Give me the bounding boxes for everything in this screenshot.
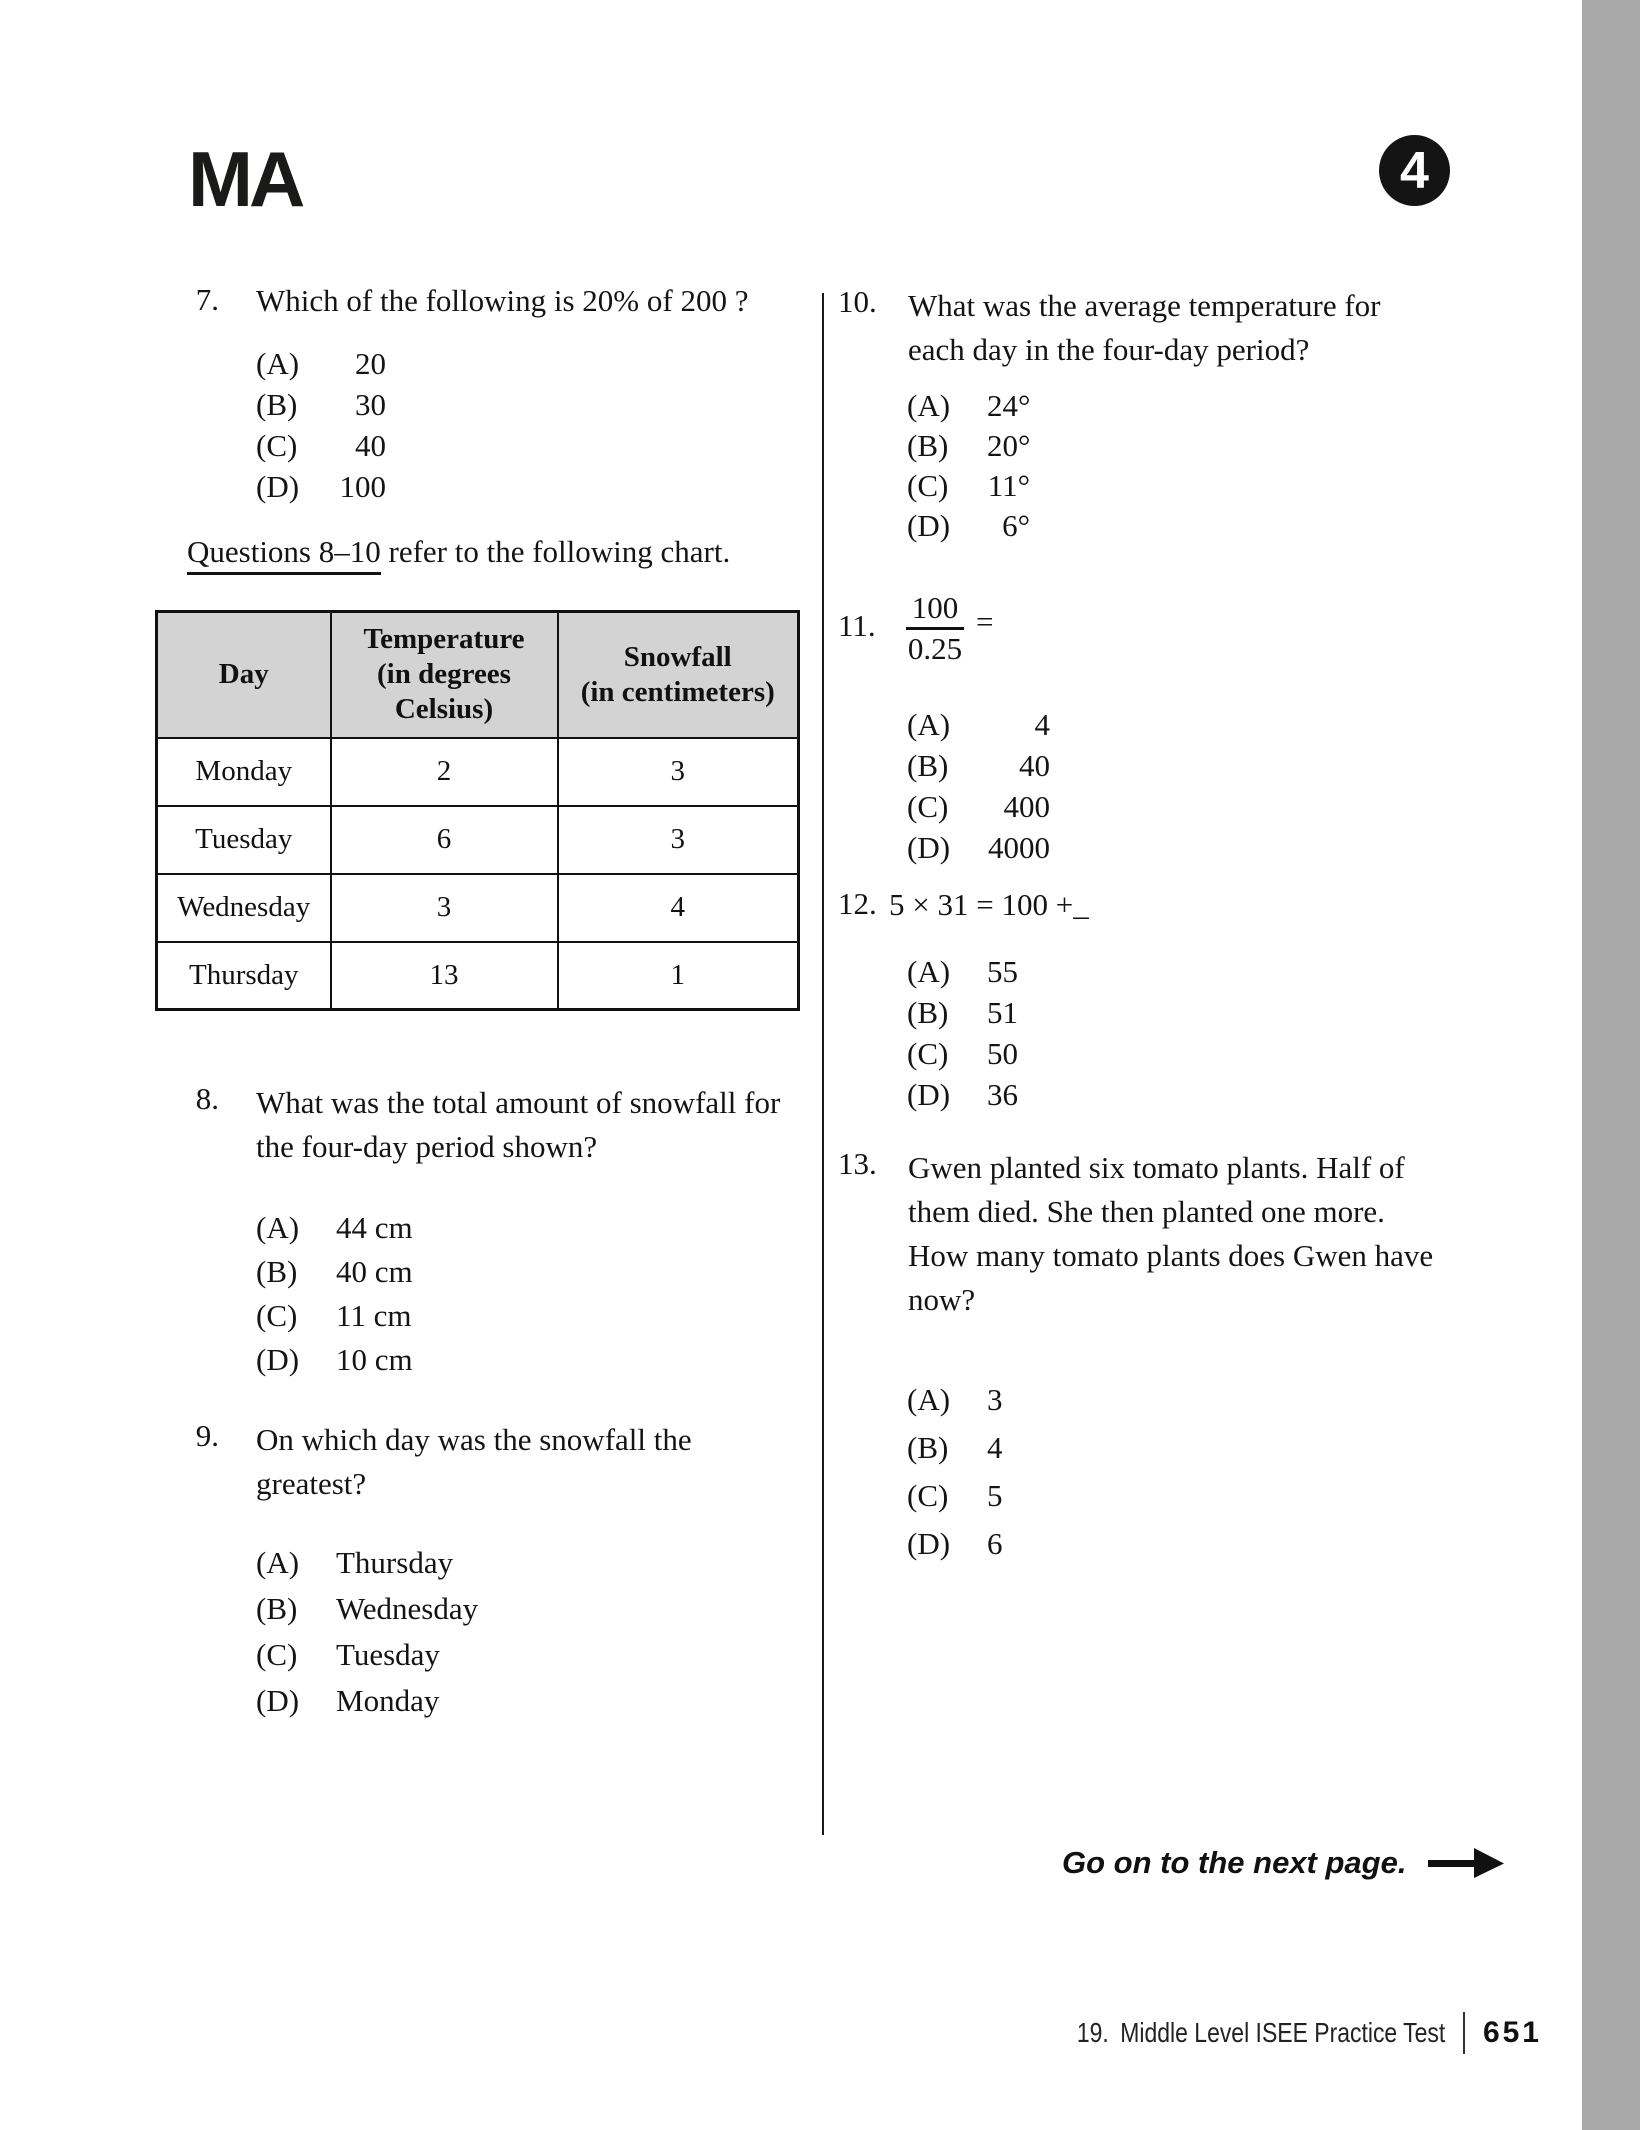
option-row <box>256 1586 478 1632</box>
fraction-bar <box>906 627 964 630</box>
fraction-numerator: 100 <box>911 590 959 625</box>
table-header-snowfall <box>558 612 799 738</box>
option-value: 100 <box>339 469 386 504</box>
footer-chapter-number: 19. <box>1076 2017 1109 2048</box>
option-letter: (A) <box>907 707 951 742</box>
question-13-text-line: now? <box>908 1282 976 1317</box>
option-row <box>907 1376 1003 1424</box>
question-12-text-line: 5 × 31 = 100 +_ <box>889 887 1089 922</box>
option-row <box>256 343 386 384</box>
page-edge-gray-bar <box>1582 0 1640 2130</box>
option-row <box>256 1294 413 1338</box>
question-10-number: 10. <box>838 284 877 319</box>
option-row <box>907 426 1030 466</box>
question-9-text-line: greatest? <box>256 1466 367 1501</box>
header-line: Temperature <box>363 623 525 656</box>
question-13-text <box>908 1146 1433 1322</box>
question-13-text-line: them died. She then planted one more. <box>908 1194 1385 1229</box>
column-divider <box>822 293 824 1835</box>
question-9-number: 9. <box>195 1418 219 1453</box>
option-letter: (C) <box>907 1478 949 1513</box>
option-letter: (C) <box>256 1637 298 1672</box>
option-row <box>907 1424 1003 1472</box>
go-on-text: Go on to the next page. <box>1062 1845 1407 1880</box>
option-row <box>907 1520 1003 1568</box>
table-header-row <box>157 612 799 738</box>
option-letter: (D) <box>907 1077 951 1112</box>
option-letter: (B) <box>907 748 949 783</box>
fraction <box>906 592 964 665</box>
option-value: 36 <box>987 1077 1018 1112</box>
option-row <box>907 827 1050 868</box>
option-value: 11 cm <box>336 1298 412 1333</box>
question-8-text <box>256 1081 780 1169</box>
option-value: 44 cm <box>336 1210 413 1245</box>
option-letter: (C) <box>907 789 949 824</box>
option-value: 6° <box>1002 508 1030 543</box>
option-value: 6 <box>987 1526 1003 1561</box>
option-value: 11° <box>987 468 1030 503</box>
option-row <box>256 1678 478 1724</box>
option-letter: (A) <box>256 1210 300 1245</box>
option-letter: (C) <box>256 1298 298 1333</box>
option-row <box>907 992 1018 1033</box>
question-11-number: 11. <box>838 608 876 643</box>
option-row <box>907 704 1050 745</box>
question-12-number: 12. <box>838 886 877 921</box>
option-row <box>256 384 386 425</box>
option-row <box>907 466 1030 506</box>
option-row <box>256 1206 413 1250</box>
option-row <box>256 1632 478 1678</box>
option-letter: (B) <box>256 387 298 422</box>
question-13-options <box>907 1376 1003 1568</box>
option-value: 3 <box>987 1382 1003 1417</box>
header-line: (in centimeters) <box>580 675 775 708</box>
question-7-text-line: Which of the following is 20% of 200 ? <box>256 283 749 318</box>
question-10-options <box>907 386 1030 546</box>
question-12-text <box>889 886 1089 924</box>
option-value: 40 <box>355 428 386 463</box>
option-row <box>907 786 1050 827</box>
data-table <box>155 610 800 1011</box>
table-cell-snow: 1 <box>558 942 799 1010</box>
footer <box>0 2012 1542 2054</box>
table-cell-day: Thursday <box>157 942 331 1010</box>
option-letter: (D) <box>907 830 951 865</box>
table-row <box>157 806 799 874</box>
question-12-options <box>907 951 1018 1115</box>
option-row <box>907 1074 1018 1115</box>
question-8-number: 8. <box>195 1081 219 1116</box>
option-letter: (D) <box>256 1683 300 1718</box>
option-value: 10 cm <box>336 1342 413 1377</box>
chart-reference-note <box>187 534 730 575</box>
option-value: 51 <box>987 995 1018 1030</box>
option-value: 5 <box>987 1478 1003 1513</box>
option-value: 24° <box>987 388 1031 423</box>
option-value: 20° <box>987 428 1031 463</box>
question-13-text-line: How many tomato plants does Gwen have <box>908 1238 1434 1273</box>
option-letter: (A) <box>907 1382 951 1417</box>
option-value: Thursday <box>336 1545 454 1580</box>
question-11-options <box>907 704 1050 868</box>
table-cell-snow: 3 <box>558 806 799 874</box>
question-7-options <box>256 343 386 507</box>
table-row <box>157 874 799 942</box>
option-letter: (C) <box>907 1036 949 1071</box>
question-10-text-line: each day in the four-day period? <box>908 332 1310 367</box>
option-letter: (A) <box>256 346 300 381</box>
option-value: 50 <box>987 1036 1018 1071</box>
footer-credit-title: Middle Level ISEE Practice Test <box>1119 2017 1445 2048</box>
table-header-temperature <box>331 612 558 738</box>
option-letter: (B) <box>256 1254 298 1289</box>
option-letter: (A) <box>907 388 951 423</box>
question-8-text-line: What was the total amount of snowfall for <box>256 1085 781 1120</box>
table-cell-day: Monday <box>157 738 331 806</box>
table-cell-temp: 2 <box>331 738 558 806</box>
table-cell-snow: 3 <box>558 738 799 806</box>
option-letter: (D) <box>907 508 951 543</box>
go-on-instruction <box>1062 1845 1504 1881</box>
option-value: 20 <box>355 346 386 381</box>
option-value: 4 <box>987 1430 1003 1465</box>
option-value: 40 cm <box>336 1254 413 1289</box>
option-letter: (B) <box>907 1430 949 1465</box>
question-7-number: 7. <box>195 282 219 317</box>
fraction-denominator: 0.25 <box>907 631 963 666</box>
option-row <box>907 951 1018 992</box>
option-letter: (D) <box>907 1526 951 1561</box>
next-page-arrow-icon <box>1428 1848 1504 1878</box>
question-7-text <box>256 282 748 320</box>
question-13-number: 13. <box>838 1146 877 1181</box>
question-10-text-line: What was the average temperature for <box>908 288 1381 323</box>
option-row <box>256 466 386 507</box>
table-cell-temp: 3 <box>331 874 558 942</box>
table-row <box>157 942 799 1010</box>
table-cell-temp: 6 <box>331 806 558 874</box>
section-number-badge <box>1379 135 1450 206</box>
option-value: 30 <box>355 387 386 422</box>
table-cell-temp: 13 <box>331 942 558 1010</box>
option-row <box>907 745 1050 786</box>
section-number: 4 <box>1400 141 1429 200</box>
option-value: Wednesday <box>336 1591 479 1626</box>
question-8-options <box>256 1206 413 1382</box>
option-value: Monday <box>336 1683 440 1718</box>
question-10-text <box>908 284 1381 372</box>
table-row <box>157 738 799 806</box>
option-value: 4 <box>1034 707 1050 742</box>
table-header-day <box>157 612 331 738</box>
question-9-text <box>256 1418 692 1506</box>
header-line: Snowfall <box>623 640 732 673</box>
option-letter: (B) <box>256 1591 298 1626</box>
question-8-text-line: the four-day period shown? <box>256 1129 598 1164</box>
option-value: Tuesday <box>336 1637 440 1672</box>
option-row <box>907 386 1030 426</box>
footer-divider <box>1463 2012 1465 2054</box>
header-line: Celsius) <box>394 693 494 726</box>
option-row <box>907 1033 1018 1074</box>
table-cell-day: Wednesday <box>157 874 331 942</box>
option-row <box>256 425 386 466</box>
option-letter: (A) <box>907 954 951 989</box>
question-13-text-line: Gwen planted six tomato plants. Half of <box>908 1150 1405 1185</box>
footer-page-number: 651 <box>1482 2016 1542 2049</box>
equals-sign: = <box>976 604 994 639</box>
footer-credit <box>1077 2017 1445 2049</box>
chart-note-underlined: Questions 8–10 <box>187 534 381 575</box>
question-9-options <box>256 1540 478 1724</box>
option-letter: (D) <box>256 1342 300 1377</box>
table-cell-day: Tuesday <box>157 806 331 874</box>
option-value: 55 <box>987 954 1018 989</box>
option-row <box>256 1250 413 1294</box>
option-letter: (B) <box>907 995 949 1030</box>
header-line: (in degrees <box>377 658 511 691</box>
header-line: Day <box>218 658 269 691</box>
section-title: MA <box>188 135 302 223</box>
table-cell-snow: 4 <box>558 874 799 942</box>
option-value: 4000 <box>988 830 1050 865</box>
option-letter: (D) <box>256 469 300 504</box>
option-row <box>907 1472 1003 1520</box>
option-row <box>256 1338 413 1382</box>
option-row <box>907 506 1030 546</box>
option-value: 400 <box>1003 789 1050 824</box>
chart-note-rest: refer to the following chart. <box>380 534 731 569</box>
option-value: 40 <box>1019 748 1050 783</box>
option-letter: (A) <box>256 1545 300 1580</box>
option-row <box>256 1540 478 1586</box>
option-letter: (C) <box>907 468 949 503</box>
option-letter: (C) <box>256 428 298 463</box>
question-9-text-line: On which day was the snowfall the <box>256 1422 692 1457</box>
option-letter: (B) <box>907 428 949 463</box>
